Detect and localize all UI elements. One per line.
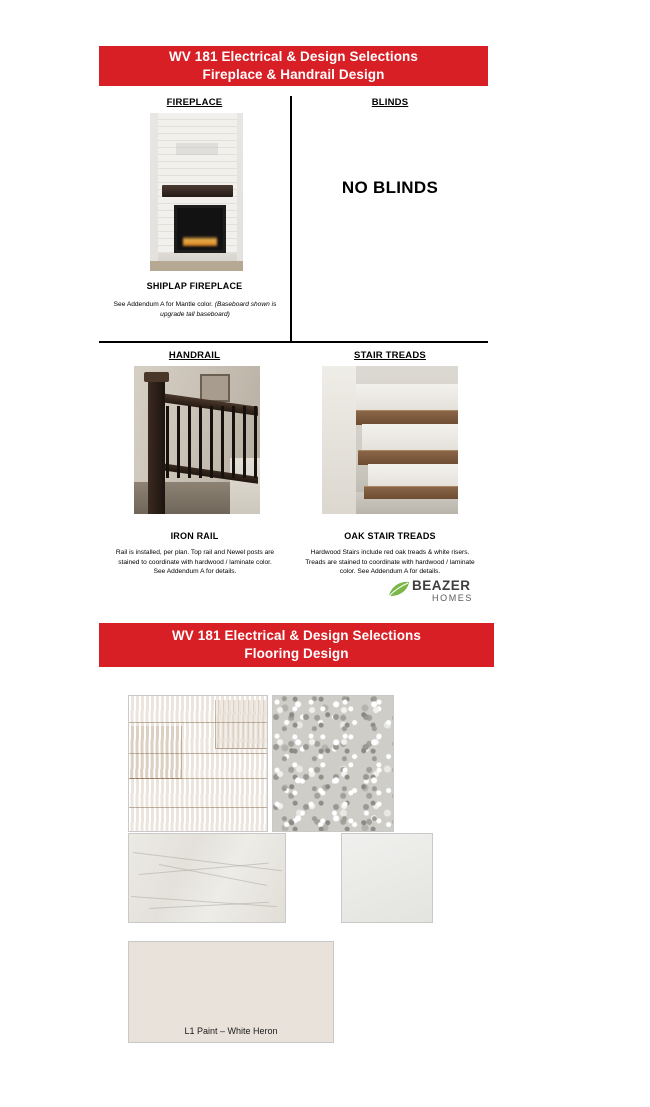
section-banner-flooring: [99, 623, 494, 667]
quadrant-horizontal-divider: [99, 341, 488, 343]
oak-stair-treads-photo: [322, 366, 458, 514]
banner2-line-2: Flooring Design: [244, 646, 349, 661]
cell-title-blinds: BLINDS: [371, 97, 409, 108]
paint-swatch: [128, 941, 334, 1043]
handrail-balusters: [164, 406, 258, 478]
stair-tread-3: [364, 486, 458, 499]
cell-note-handrail: Rail is installed, per plan. Top rail and Newel posts are stained to coordinate with hardwood / laminate color. See Addendum A for details.: [115, 549, 275, 575]
banner2-line-1: WV 181 Electrical & Design Selections: [171, 628, 422, 643]
fireplace-wall-highlight: [176, 143, 218, 155]
cell-note-fireplace-plain: See Addendum A for Mantle color.: [113, 301, 215, 308]
cell-title-fireplace: FIREPLACE: [166, 97, 223, 108]
iron-rail-photo: [134, 366, 260, 514]
beazer-homes-logo: [388, 578, 492, 608]
handrail-newel-post: [148, 378, 165, 514]
tile-swatch: [128, 833, 286, 923]
cell-note-fireplace-italic: (Baseboard shown is upgrade tall baseboard): [160, 301, 277, 318]
paint-swatch-label: L1 Paint – White Heron: [184, 1026, 278, 1036]
banner-line-2: Fireplace & Handrail Design: [202, 67, 385, 82]
cell-caption-shiplap-fireplace: SHIPLAP FIREPLACE: [146, 281, 243, 291]
cell-title-stair-treads: STAIR TREADS: [354, 350, 426, 361]
fireplace-floor: [150, 261, 243, 271]
shiplap-fireplace-photo: [150, 113, 243, 271]
section-banner-fireplace-handrail: [99, 46, 488, 86]
quartz-swatch: [341, 833, 433, 923]
carpet-swatch: [272, 695, 394, 832]
logo-wordmark: BEAZER: [412, 578, 471, 593]
fireplace-firebox: [174, 205, 226, 253]
no-blinds-text: NO BLINDS: [341, 178, 439, 197]
cell-title-handrail: HANDRAIL: [168, 350, 221, 361]
handrail-newel-cap: [144, 372, 169, 382]
stair-stringer: [322, 366, 356, 514]
lvp-flooring-swatch: [128, 695, 268, 832]
handrail-wall-art: [200, 374, 230, 402]
cell-caption-oak-stair-treads: OAK STAIR TREADS: [344, 531, 436, 541]
banner-line-1: WV 181 Electrical & Design Selections: [168, 49, 419, 64]
cell-caption-iron-rail: IRON RAIL: [170, 531, 219, 541]
stair-tread-2: [358, 450, 458, 465]
fireplace-mantle: [162, 185, 233, 197]
cell-note-stair-treads: Hardwood Stairs include red oak treads & white risers. Treads are stained to coordinate with hardwood / laminate color. See Addendum A for details.: [305, 549, 475, 575]
stair-tread-1: [352, 410, 458, 425]
cell-note-fireplace: [104, 300, 286, 319]
quadrant-vertical-divider: [290, 96, 292, 341]
leaf-icon: [388, 580, 410, 598]
logo-subtitle: HOMES: [432, 593, 474, 603]
fireplace-flame: [183, 236, 217, 246]
